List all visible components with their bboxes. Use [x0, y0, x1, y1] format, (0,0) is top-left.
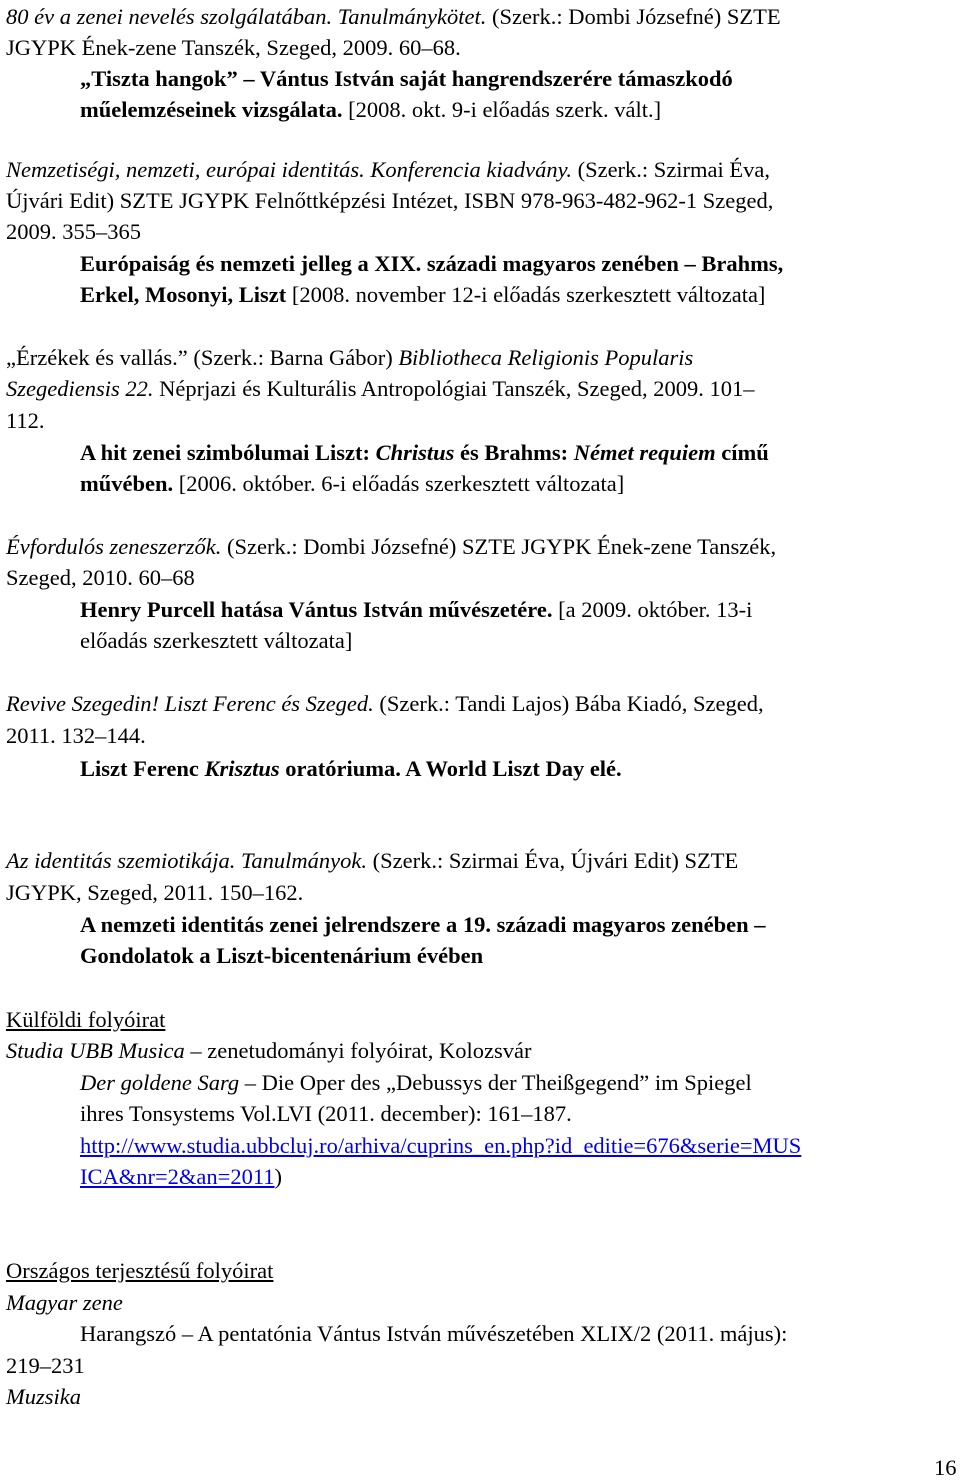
- citation-line: [6, 562, 195, 593]
- text-segment: JGYPK Ének-zene Tanszék, Szeged, 2009. 60–68.: [6, 35, 461, 60]
- text-segment: Európaiság és nemzeti jelleg a XIX. századi magyaros zenében – Brahms,: [80, 251, 784, 276]
- url-link[interactable]: http://www.studia.ubbcluj.ro/arhiva/cuprins_en.php?id_editie=676&serie=MUS: [80, 1133, 802, 1158]
- citation-line: [6, 1, 781, 32]
- citation-line: [6, 32, 461, 63]
- article-line: [80, 1318, 787, 1349]
- text-segment: Magyar zene: [6, 1290, 123, 1315]
- citation-line: [6, 342, 693, 373]
- text-segment: Országos terjesztésű folyóirat: [6, 1258, 274, 1283]
- text-segment: [2008. okt. 9-i előadás szerk. vált.]: [342, 97, 662, 122]
- text-segment: JGYPK, Szeged, 2011. 150–162.: [6, 880, 304, 905]
- citation-line: [6, 688, 764, 719]
- text-segment: Bibliotheca Religionis Popularis: [398, 345, 694, 370]
- citation-line: [6, 154, 770, 185]
- citation-line: [6, 531, 776, 562]
- journal-line: [6, 1381, 81, 1412]
- text-segment: 2011. 132–144.: [6, 723, 146, 748]
- text-segment: A hit zenei szimbólumai Liszt:: [80, 440, 376, 465]
- lecture-title-line: [80, 279, 765, 310]
- text-segment: – Die Oper des „Debussys der Theißgegend” im Spiegel: [239, 1070, 752, 1095]
- text-segment: Studia UBB Musica: [6, 1038, 185, 1063]
- lecture-title-line: [80, 594, 752, 625]
- text-segment: Külföldi folyóirat: [6, 1007, 166, 1032]
- lecture-title-line: [80, 625, 352, 656]
- text-segment: (Szerk.: Szirmai Éva,: [571, 157, 771, 182]
- article-line: [6, 1350, 85, 1381]
- text-segment: Henry Purcell hatása Vántus István művészetére.: [80, 597, 553, 622]
- text-segment: Liszt Ferenc: [80, 756, 205, 781]
- text-segment: Az identitás szemiotikája. Tanulmányok.: [6, 848, 368, 873]
- text-segment: műelemzéseinek vizsgálata.: [80, 97, 343, 122]
- article-line: [80, 1067, 752, 1098]
- text-segment: (Szerk.: Tandi Lajos) Bába Kiadó, Szeged,: [373, 691, 764, 716]
- url-link[interactable]: ICA&nr=2&an=2011: [80, 1164, 275, 1189]
- text-segment: – zenetudományi folyóirat, Kolozsvár: [184, 1038, 532, 1063]
- lecture-title-line: [80, 940, 483, 971]
- text-segment: Gondolatok a Liszt-bicentenárium évében: [80, 943, 484, 968]
- citation-line: [6, 216, 141, 247]
- text-segment: (Szerk.: Dombi Józsefné) SZTE JGYPK Ének-zene Tanszék,: [221, 534, 777, 559]
- text-segment: A nemzeti identitás zenei jelrendszere a 19. századi magyaros zenében –: [80, 912, 766, 937]
- citation-line: [6, 405, 45, 436]
- text-segment: művében.: [80, 471, 174, 496]
- lecture-title-line: [80, 63, 733, 94]
- text-segment: Christus: [375, 440, 455, 465]
- text-segment: Néprjazi és Kulturális Antropológiai Tanszék, Szeged, 2009. 101–: [153, 376, 755, 401]
- text-segment: előadás szerkesztett változata]: [80, 628, 353, 653]
- text-segment: „Érzékek és vallás.” (Szerk.: Barna Gábor): [6, 345, 399, 370]
- text-segment: [2008. november 12-i előadás szerkesztett változata]: [286, 282, 766, 307]
- article-link-line: [80, 1161, 282, 1192]
- text-segment: 112.: [6, 408, 45, 433]
- text-segment: Évfordulós zeneszerzők.: [6, 534, 222, 559]
- lecture-title-line: [80, 468, 624, 499]
- lecture-title-line: [80, 437, 769, 468]
- text-segment: ): [274, 1164, 283, 1189]
- text-segment: 2009. 355–365: [6, 219, 141, 244]
- text-segment: Szeged, 2010. 60–68: [6, 565, 195, 590]
- page-number: 16: [934, 1455, 957, 1480]
- text-segment: Erkel, Mosonyi, Liszt: [80, 282, 287, 307]
- citation-line: [6, 845, 738, 876]
- text-segment: Újvári Edit) SZTE JGYPK Felnőttképzési Intézet, ISBN 978-963-482-962-1 Szeged,: [6, 188, 774, 213]
- citation-line: [6, 877, 303, 908]
- text-segment: Krisztus: [204, 756, 280, 781]
- text-segment: Nemzetiségi, nemzeti, európai identitás. Konferencia kiadvány.: [6, 157, 572, 182]
- article-line: [80, 1098, 572, 1129]
- section-heading: [6, 1004, 165, 1035]
- text-segment: Harangszó – A pentatónia Vántus István művészetében XLIX/2 (2011. május):: [80, 1321, 788, 1346]
- journal-line: [6, 1035, 532, 1066]
- text-segment: Revive Szegedin! Liszt Ferenc és Szeged.: [6, 691, 374, 716]
- text-segment: Szegediensis 22.: [6, 376, 154, 401]
- lecture-title-line: [80, 909, 766, 940]
- text-segment: ihres Tonsystems Vol.LVI (2011. december): 161–187.: [80, 1101, 572, 1126]
- section-heading: [6, 1255, 273, 1286]
- text-segment: [a 2009. október. 13-i: [552, 597, 753, 622]
- citation-line: [6, 373, 755, 404]
- text-segment: Német requiem: [573, 440, 716, 465]
- lecture-title-line: [80, 753, 622, 784]
- text-segment: Der goldene Sarg: [80, 1070, 240, 1095]
- text-segment: 219–231: [6, 1353, 85, 1378]
- text-segment: 80 év a zenei nevelés szolgálatában. Tanulmánykötet.: [6, 4, 487, 29]
- text-segment: (Szerk.: Szirmai Éva, Újvári Edit) SZTE: [367, 848, 739, 873]
- journal-line: [6, 1287, 123, 1318]
- text-segment: „Tiszta hangok” – Vántus István saját hangrendszerére támaszkodó: [80, 66, 733, 91]
- text-segment: oratóriuma. A World Liszt Day elé.: [279, 756, 622, 781]
- text-segment: Muzsika: [6, 1384, 81, 1409]
- article-link-line: [80, 1130, 801, 1161]
- citation-line: [6, 185, 773, 216]
- text-segment: [2006. október. 6-i előadás szerkesztett változata]: [173, 471, 625, 496]
- lecture-title-line: [80, 248, 783, 279]
- text-segment: és Brahms:: [454, 440, 574, 465]
- citation-line: [6, 720, 146, 751]
- text-segment: című: [715, 440, 769, 465]
- text-segment: (Szerk.: Dombi Józsefné) SZTE: [486, 4, 781, 29]
- lecture-title-line: [80, 94, 661, 125]
